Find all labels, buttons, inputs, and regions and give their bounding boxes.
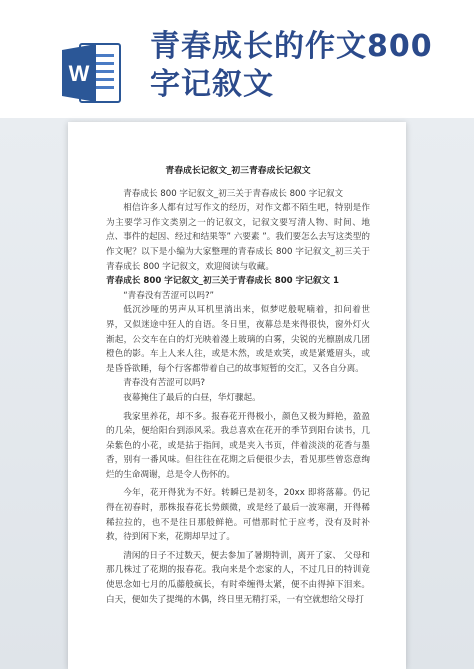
document-body — [106, 164, 370, 607]
paragraph: 相信许多人都有过写作文的经历，对作文都不陌生吧，特别是作为主要学习作文类别之一的记叙文，记叙文要写清人物、时间、地点、事件的起因、经过和结果等” 六要素 ”。我们要怎么去写这类型的作文呢？以下是小编为大家整理的青春成长 800 字记叙文_初三关于青春成长 800 字记叙文，欢迎阅读与收藏。 — [106, 203, 370, 272]
paragraph: 清闲的日子不过数天，便去参加了暑期特训，离开了家、 父母和那几株过了花期的报春花。我向来是个恋家的人，不过几日的特训竟使思念如七月的瓜藤般疯长，有时牵缠得太紧，便不由得掉下泪来。白天，便如失了提绳的木偶，终日里无精打采，一有空就想给父母打 — [106, 550, 370, 605]
document-title: 青春成长记叙文_初三青春成长记叙文 — [165, 166, 311, 176]
paragraph: 夜幕掩住了最后的白昼，华灯骤起。 — [123, 392, 261, 403]
paragraph: 低沉沙哑的男声从耳机里淌出来，似梦呓般呢喃着，扣问着世界，又似迷途中狂人的自语。冬日里，夜幕总是来得很快，窗外灯火渐起，公交车在白的灯光映着漫上玻璃的白雾，尖锐的光檩剧成几团橙色的影。车上人来人往，或是木然，或是欢笑，或是紧蹙眉头，或是昏昏欲睡，每个行客都带着自己的故事短暂的交汇，又各自分离。 — [106, 305, 370, 374]
word-document-icon — [60, 40, 122, 106]
header-banner — [0, 0, 474, 130]
paragraph: 青春没有苦涩可以吗? — [123, 378, 206, 389]
section-heading: 青春成长 800 字记叙文_初三关于青春成长 800 字记叙文 1 — [106, 276, 339, 287]
page-title: 青春成长的作文800字记叙文 — [150, 29, 433, 102]
word-icon-letter: W — [68, 61, 90, 86]
document-page — [68, 122, 406, 669]
paragraph: 我家里养花，却不多。报春花开得极小，颜色又极为鲜艳，盈盈的几朵，便给阳台到添风采。我总喜欢在花开的季节到阳台读书，几朵紫色的小花，或是拈于指间，或是夹入书页，伴着淡淡的花香与墨香，别有一番风味。但往往在花期之后便很少去，看见那些曾恣意绚烂的生命凋谢，总是令人伤怀的。 — [106, 411, 370, 480]
paragraph: 今年，花开得犹为不好。转瞬已是初冬，20xx 即将落幕。仍记得在初春时，那株报春花长势颇微，或是经了最后一波寒潮，开得稀稀拉拉的，也不是往日那般鲜艳。可惜那时忙于应考，没有及时补救，待到闲下来，花期却早过了。 — [106, 488, 370, 543]
paragraph-list — [106, 187, 370, 608]
paragraph: 青春成长 800 字记叙文_初三关于青春成长 800 字记叙文 — [123, 188, 344, 199]
paragraph: “青春没有苦涩可以吗?” — [123, 290, 214, 301]
